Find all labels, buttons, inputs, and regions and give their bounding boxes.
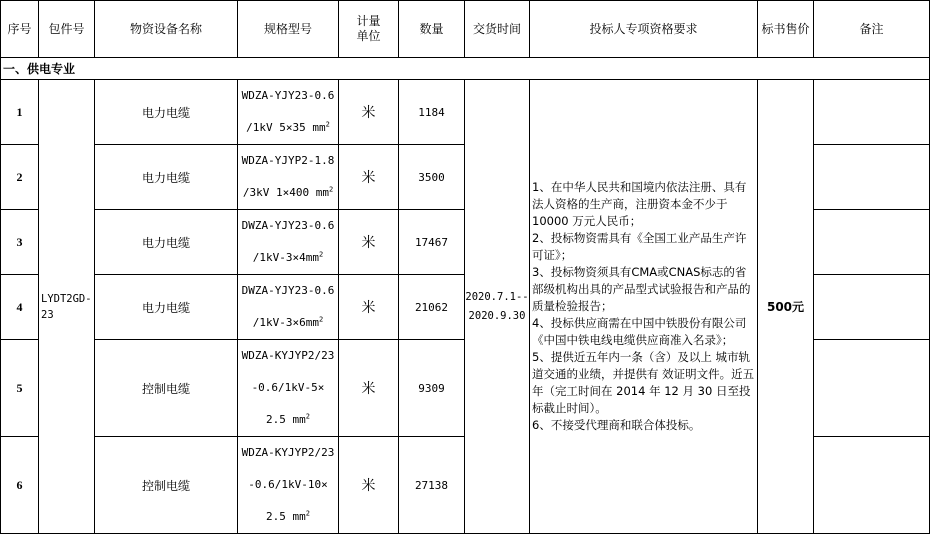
row-remark xyxy=(814,210,930,275)
header-remark: 备注 xyxy=(814,1,930,58)
spec-line xyxy=(238,307,338,339)
package-no xyxy=(39,80,95,534)
row-quantity: 21062 xyxy=(399,275,465,340)
spec-line-text: WDZA-KYJYP2/23 xyxy=(241,349,335,362)
header-seq: 序号 xyxy=(1,1,39,58)
spec-line-text: WDZA-YJY23-0.6 xyxy=(241,89,335,102)
row-unit: 米 xyxy=(339,275,399,340)
header-spec-model: 规格型号 xyxy=(238,1,339,58)
spec-line xyxy=(238,340,338,372)
spec-line xyxy=(238,275,338,307)
row-spec-model xyxy=(238,340,339,437)
spec-superscript: 2 xyxy=(325,120,330,129)
spec-line xyxy=(238,404,338,436)
row-unit: 米 xyxy=(339,437,399,534)
row-quantity: 3500 xyxy=(399,145,465,210)
spec-superscript: 2 xyxy=(305,412,310,421)
row-spec-model xyxy=(238,437,339,534)
row-seq: 3 xyxy=(1,210,39,275)
spec-line-text: /1kV-3×6mm xyxy=(252,316,319,329)
requirement-item: 6、不接受代理商和联合体投标。 xyxy=(532,418,701,432)
row-remark xyxy=(814,80,930,145)
delivery-time-line: 2020.9.30 xyxy=(468,309,526,322)
package-no-text: LYDT2GD-23 xyxy=(41,292,92,321)
requirement-item: 2、投标物资需具有《全国工业产品生产许可证》； xyxy=(532,231,747,262)
spec-superscript: 2 xyxy=(305,509,310,518)
spec-line xyxy=(238,437,338,469)
spec-line xyxy=(238,112,338,144)
header-unit: 计量单位 xyxy=(339,1,399,58)
row-quantity: 17467 xyxy=(399,210,465,275)
row-material-name: 控制电缆 xyxy=(95,340,238,437)
requirement-item: 1、在中华人民共和国境内依法注册、具有法人资格的生产商，注册资本金不少于 10000 万元人民币； xyxy=(532,180,747,228)
spec-line xyxy=(238,242,338,274)
row-seq: 5 xyxy=(1,340,39,437)
spec-line-text: WDZA-YJYP2-1.8 xyxy=(241,154,335,167)
row-material-name: 电力电缆 xyxy=(95,80,238,145)
spec-line-text: 2.5 mm xyxy=(266,413,306,426)
spec-line xyxy=(238,210,338,242)
spec-line-text: -0.6/1kV-10× xyxy=(248,478,328,491)
spec-line-text: 2.5 mm xyxy=(266,510,306,523)
spec-line-text: /1kV 5×35 mm xyxy=(246,121,326,134)
spec-line-text: DWZA-YJY23-0.6 xyxy=(241,219,335,232)
header-quantity: 数量 xyxy=(399,1,465,58)
row-remark xyxy=(814,145,930,210)
row-seq: 4 xyxy=(1,275,39,340)
row-material-name: 电力电缆 xyxy=(95,275,238,340)
row-unit: 米 xyxy=(339,145,399,210)
row-material-name: 电力电缆 xyxy=(95,145,238,210)
row-spec-model xyxy=(238,275,339,340)
spec-line-text: /3kV 1×400 mm xyxy=(242,186,329,199)
row-remark xyxy=(814,437,930,534)
spec-line xyxy=(238,469,338,501)
row-spec-model xyxy=(238,210,339,275)
row-remark xyxy=(814,340,930,437)
header-material-name: 物资设备名称 xyxy=(95,1,238,58)
spec-superscript: 2 xyxy=(328,185,334,194)
delivery-time-line: 2020.7.1-- xyxy=(465,290,529,303)
requirement-item: 4、投标供应商需在中国中铁股份有限公司《中国中铁电线电缆供应商准入名录》； xyxy=(532,316,747,347)
section-title: 一、供电专业 xyxy=(1,58,930,80)
requirement-item: 3、投标物资须具有CMA或CNAS标志的省部级机构出具的产品型式试验报告和产品的质量检验报告； xyxy=(532,265,751,313)
row-seq: 6 xyxy=(1,437,39,534)
row-remark xyxy=(814,275,930,340)
header-row xyxy=(1,1,930,58)
spec-superscript: 2 xyxy=(319,315,324,324)
spec-line-text: -0.6/1kV-5× xyxy=(251,381,325,394)
spec-line xyxy=(238,372,338,404)
spec-line xyxy=(238,80,338,112)
spec-superscript: 2 xyxy=(319,250,324,259)
row-material-name: 电力电缆 xyxy=(95,210,238,275)
row-spec-model xyxy=(238,80,339,145)
row-unit: 米 xyxy=(339,340,399,437)
bid-price: 500元 xyxy=(758,80,814,534)
qualification-requirements xyxy=(530,80,758,534)
spec-line-text: DWZA-YJY23-0.6 xyxy=(241,284,335,297)
row-material-name: 控制电缆 xyxy=(95,437,238,534)
row-spec-model xyxy=(238,145,339,210)
table-row xyxy=(1,80,930,145)
delivery-time xyxy=(465,80,530,534)
row-seq: 2 xyxy=(1,145,39,210)
header-bid-price: 标书售价 xyxy=(758,1,814,58)
section-row xyxy=(1,58,930,80)
spec-line xyxy=(238,145,338,177)
spec-line xyxy=(238,177,338,209)
header-delivery-time: 交货时间 xyxy=(465,1,530,58)
row-unit: 米 xyxy=(339,80,399,145)
spec-line-text: /1kV-3×4mm xyxy=(252,251,319,264)
row-seq: 1 xyxy=(1,80,39,145)
row-quantity: 9309 xyxy=(399,340,465,437)
spec-line xyxy=(238,501,338,533)
header-requirements: 投标人专项资格要求 xyxy=(530,1,758,58)
row-quantity: 27138 xyxy=(399,437,465,534)
requirement-item: 5、提供近五年内一条（含）及以上 城市轨道交通的业绩，并提供有 效证明文件。近五年（完工时间在 2014 年 12 月 30 日至投标截止时间）。 xyxy=(532,350,755,415)
row-unit: 米 xyxy=(339,210,399,275)
header-package-no: 包件号 xyxy=(39,1,95,58)
row-quantity: 1184 xyxy=(399,80,465,145)
spec-line-text: WDZA-KYJYP2/23 xyxy=(241,446,335,459)
